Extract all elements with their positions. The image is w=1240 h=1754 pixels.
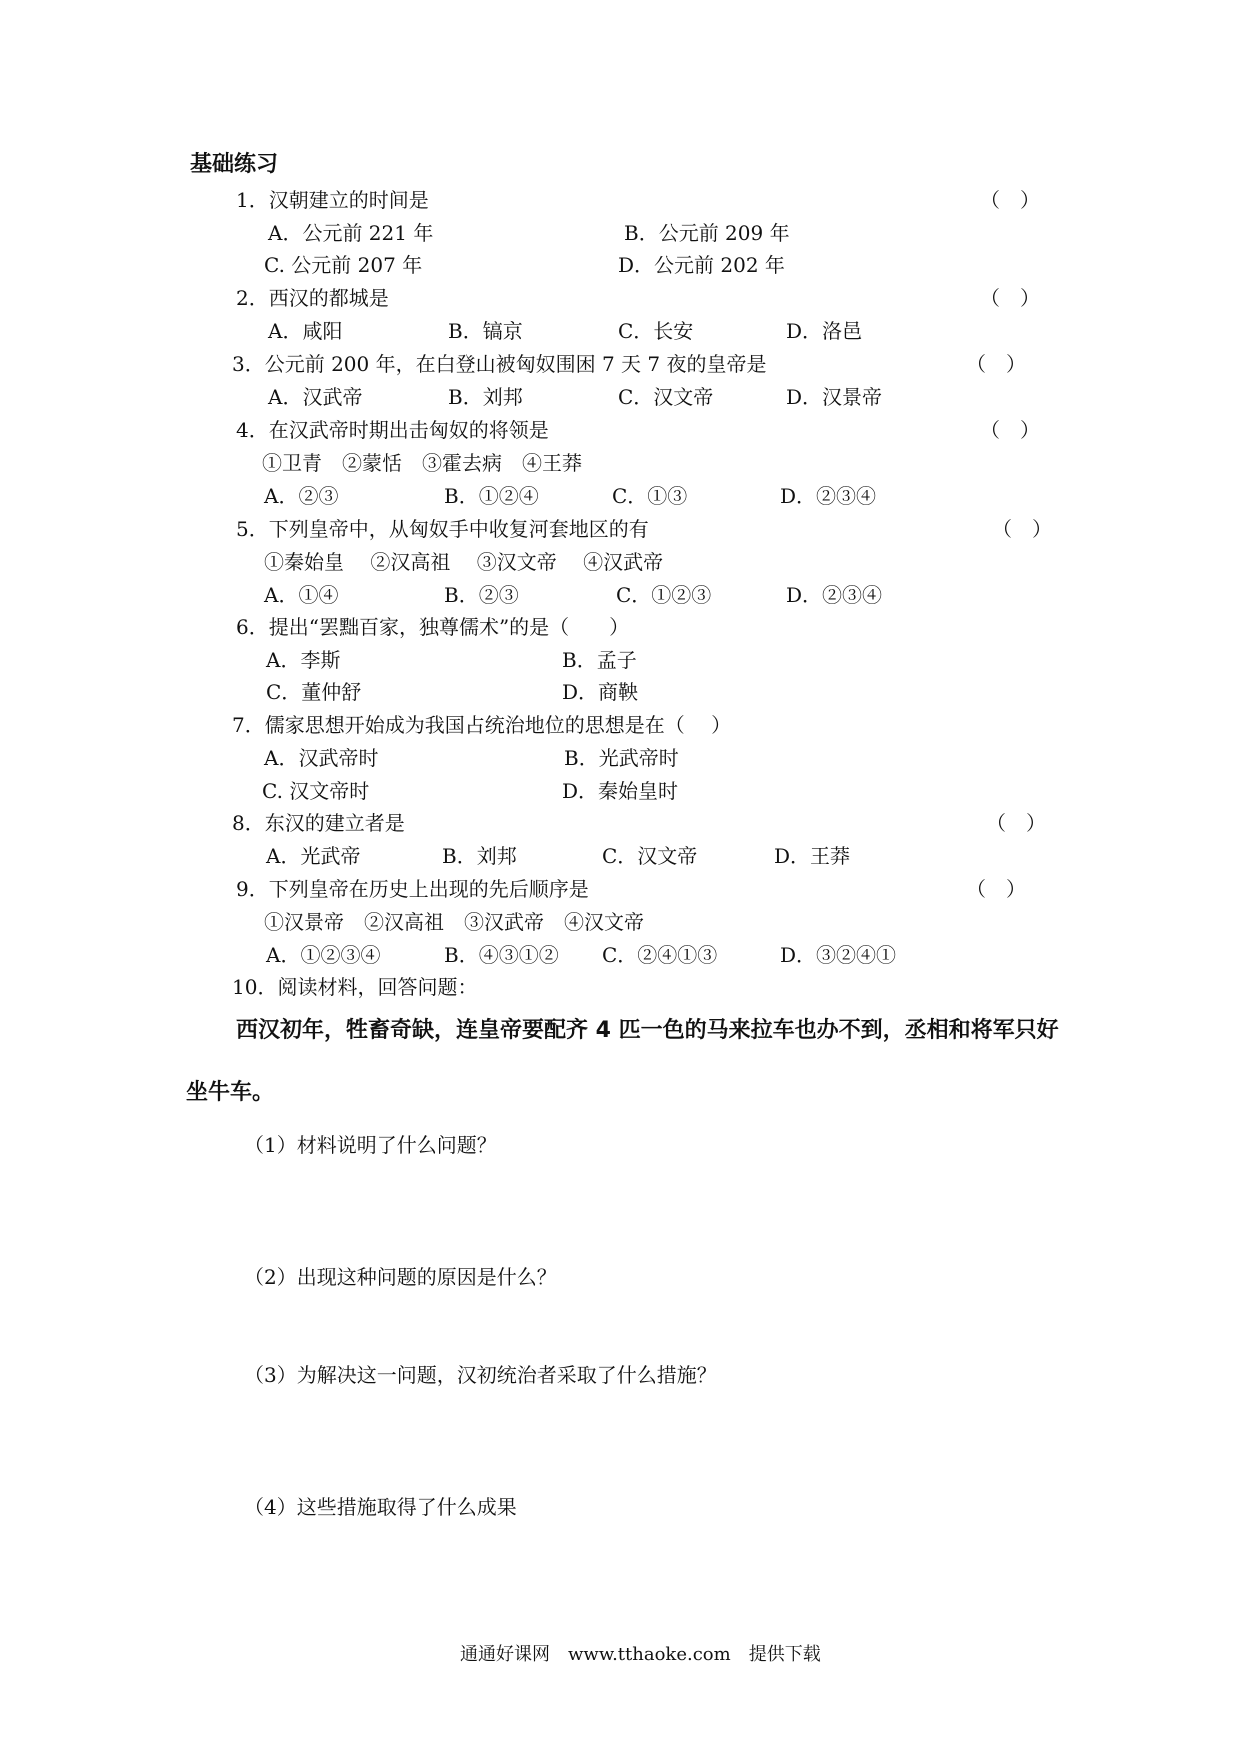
q9-answer-blank: （ ） <box>966 877 1026 901</box>
q8-option-d: D．王莽 <box>774 844 851 868</box>
q2-option-b: B．镐京 <box>448 319 523 343</box>
q10-subquestion-4: （4）这些措施取得了什么成果 <box>244 1495 517 1519</box>
q7-option-a: A．汉武帝时 <box>264 746 379 770</box>
q7-stem: 7．儒家思想开始成为我国占统治地位的思想是在（ ） <box>232 713 732 737</box>
q2-option-d: D．洛邑 <box>786 319 863 343</box>
q9-option-c: C．②④①③ <box>602 943 718 967</box>
q1-option-c: C. 公元前 207 年 <box>264 253 423 277</box>
q5-option-b: B．②③ <box>444 583 519 607</box>
q8-answer-blank: （ ） <box>986 811 1046 835</box>
q4-items: ①卫青 ②蒙恬 ③霍去病 ④王莽 <box>262 451 582 475</box>
q6-option-a: A．李斯 <box>266 648 341 672</box>
q10-material-line-2: 坐牛车。 <box>186 1080 275 1105</box>
q9-option-a: A．①②③④ <box>266 943 381 967</box>
q8-option-a: A．光武帝 <box>266 844 361 868</box>
section-heading: 基础练习 <box>190 152 279 177</box>
q2-option-a: A．咸阳 <box>268 319 343 343</box>
q7-option-d: D．秦始皇时 <box>562 779 679 803</box>
q3-option-c: C．汉文帝 <box>618 385 714 409</box>
q3-option-d: D．汉景帝 <box>786 385 883 409</box>
q10-subquestion-3: （3）为解决这一问题，汉初统治者采取了什么措施？ <box>244 1363 717 1387</box>
q6-option-c: C．董仲舒 <box>266 680 362 704</box>
q2-option-c: C．长安 <box>618 319 694 343</box>
q3-option-a: A．汉武帝 <box>268 385 363 409</box>
q6-stem: 6．提出“罢黜百家，独尊儒术”的是（ ） <box>236 615 630 639</box>
q6-option-b: B．孟子 <box>562 648 637 672</box>
q1-option-d: D．公元前 202 年 <box>618 253 785 277</box>
q8-option-b: B．刘邦 <box>442 844 517 868</box>
q5-items: ①秦始皇 ②汉高祖 ③汉文帝 ④汉武帝 <box>264 550 664 574</box>
q5-option-a: A．①④ <box>264 583 339 607</box>
q3-option-b: B．刘邦 <box>448 385 523 409</box>
q4-option-c: C．①③ <box>612 484 688 508</box>
q9-option-d: D．③②④① <box>780 943 897 967</box>
q1-stem: 1．汉朝建立的时间是 <box>236 188 429 212</box>
q7-option-c: C. 汉文帝时 <box>262 779 370 803</box>
q2-stem: 2．西汉的都城是 <box>236 286 389 310</box>
q8-stem: 8．东汉的建立者是 <box>232 811 405 835</box>
q8-option-c: C．汉文帝 <box>602 844 698 868</box>
q2-answer-blank: （ ） <box>980 286 1040 310</box>
q10-subquestion-1: （1）材料说明了什么问题？ <box>244 1133 497 1157</box>
q7-option-b: B．光武帝时 <box>564 746 679 770</box>
q4-option-a: A．②③ <box>264 484 339 508</box>
q5-option-d: D．②③④ <box>786 583 883 607</box>
q4-option-b: B．①②④ <box>444 484 539 508</box>
q10-material-line-1: 西汉初年，牲畜奇缺，连皇帝要配齐 4 匹一色的马来拉车也办不到，丞相和将军只好 <box>236 1018 1059 1043</box>
q4-answer-blank: （ ） <box>980 418 1040 442</box>
q5-answer-blank: （ ） <box>992 517 1052 541</box>
q5-option-c: C．①②③ <box>616 583 712 607</box>
q9-items: ①汉景帝 ②汉高祖 ③汉武帝 ④汉文帝 <box>264 910 644 934</box>
q3-answer-blank: （ ） <box>966 352 1026 376</box>
q10-stem: 10．阅读材料，回答问题： <box>232 975 478 999</box>
q10-subquestion-2: （2）出现这种问题的原因是什么？ <box>244 1265 557 1289</box>
q4-option-d: D．②③④ <box>780 484 877 508</box>
q4-stem: 4．在汉武帝时期出击匈奴的将领是 <box>236 418 549 442</box>
q1-option-a: A．公元前 221 年 <box>268 221 434 245</box>
footer-source-note: 通通好课网 www.tthaoke.com 提供下载 <box>460 1644 821 1665</box>
q1-option-b: B．公元前 209 年 <box>624 221 790 245</box>
q6-option-d: D．商鞅 <box>562 680 639 704</box>
q3-stem: 3．公元前 200 年，在白登山被匈奴围困 7 天 7 夜的皇帝是 <box>232 352 767 376</box>
q9-option-b: B．④③①② <box>444 943 559 967</box>
q5-stem: 5．下列皇帝中，从匈奴手中收复河套地区的有 <box>236 517 649 541</box>
q1-answer-blank: （ ） <box>980 188 1040 212</box>
q9-stem: 9．下列皇帝在历史上出现的先后顺序是 <box>236 877 589 901</box>
